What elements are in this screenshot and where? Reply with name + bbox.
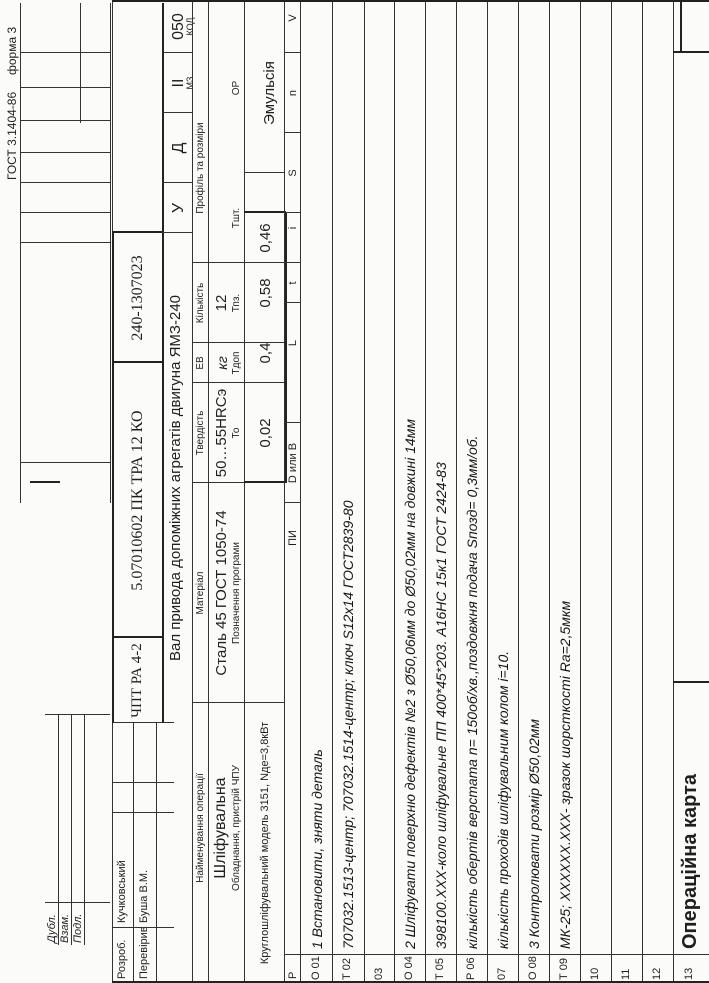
frame-line (284, 0, 285, 983)
row-number: 11 (620, 968, 632, 980)
row-line (487, 0, 488, 983)
side-label-podl: Подл. (72, 913, 84, 943)
side-strip-divider (45, 902, 110, 903)
value-machine: Круглошліфувальний модель 3151, Nде=3,8кВт (259, 721, 271, 965)
time-divider (244, 702, 284, 703)
row-line (673, 0, 674, 983)
value-material: Сталь 45 ГОСТ 1050-74 (213, 510, 230, 676)
row-number: Т 02 (341, 957, 353, 980)
row-line (549, 0, 550, 983)
row-text: 3 Контролювати розмір Ø50,02мм (526, 718, 542, 949)
part-number: 240-1307023 (129, 255, 146, 341)
row-number: 13 (683, 967, 695, 980)
col-header-n: n (287, 89, 299, 97)
signature-role-developer: Розроб. (116, 939, 128, 979)
frame-line (192, 0, 193, 983)
top-strip-line (80, 3, 81, 123)
value-unit: кг (214, 356, 230, 370)
top-strip-tick (20, 462, 110, 463)
signature-name-developer: Кучковський (116, 860, 128, 923)
row-number: 07 (496, 967, 508, 980)
col-header-p: Р (287, 971, 299, 979)
top-strip-line (20, 3, 21, 503)
document-title: Операційна карта (679, 773, 701, 949)
code-cell-050: 050 (170, 13, 187, 40)
row-number: 03 (373, 967, 385, 980)
row-number: О 04 (403, 956, 415, 980)
label-quantity: Кількість (195, 282, 206, 324)
col-header-pi: ПИ (287, 530, 299, 546)
mz-header: МЗ (185, 76, 195, 90)
label-to: То (231, 427, 242, 439)
value-tsht: 0,46 (257, 223, 274, 253)
signature-role-checker: Перевірив (138, 926, 150, 979)
row-line (580, 0, 581, 983)
col-header-divider (284, 422, 300, 423)
value-coolant: Эмульсія (261, 61, 278, 125)
signature-row-line (156, 723, 157, 983)
row-text: кількість проходів шліфувальним колом i=10. (495, 650, 511, 949)
kod-header: КОД (185, 17, 195, 36)
row-text: 707032.1513-центр; 707032.1514-центр; ключ S12х14 ГОСТ2839-80 (340, 500, 356, 949)
row-number: 10 (589, 967, 601, 980)
label-operation-name: Найменування операції (195, 773, 206, 883)
code-cell-u: У (170, 202, 187, 214)
row-text: кількість обертів верстата n= 150об/хв.,поздовжня подача Sпозд= 0,3мм/об. (464, 435, 480, 949)
value-quantity: 12 (213, 294, 230, 312)
row-number: Т 09 (558, 957, 570, 980)
frame-right (112, 0, 709, 2)
title-block-top (112, 233, 114, 723)
frame-line (244, 0, 245, 983)
gost-standard-label: ГОСТ 3.1404-86 (5, 91, 19, 180)
document-code: 5.07010602 ПК ТРА 12 КО (129, 410, 146, 591)
row-line (394, 0, 395, 983)
code-cell-d: Д (170, 142, 187, 154)
row-line (425, 0, 426, 983)
label-hardness: Твердість (195, 410, 206, 456)
value-to: 0,02 (257, 418, 274, 448)
label-tsht: Тшт. (231, 207, 242, 229)
code-cell-ii: II (170, 78, 187, 88)
col-header-divider (284, 132, 300, 133)
col-header-divider (284, 262, 300, 263)
label-profile: Профіль та розміри (195, 122, 206, 214)
row-number: 12 (651, 967, 663, 980)
col-header-s: S (287, 169, 299, 177)
row-text: 1 Встановити, зняти деталь (309, 749, 325, 949)
fold-mark (30, 481, 60, 483)
label-or: ОР (231, 80, 242, 96)
signature-divider (112, 782, 174, 783)
row-number: Р 06 (465, 957, 477, 980)
part-name: Вал привода допоміжних агрегатів двигуна ЯМЗ-240 (167, 294, 184, 662)
signature-divider (112, 812, 174, 813)
side-label-dubl: Дубл. (46, 914, 58, 943)
value-operation: Шліфувальна (212, 777, 229, 879)
col-header-i: i (287, 226, 299, 230)
top-strip-tick (20, 120, 110, 121)
frame-line (300, 0, 301, 983)
top-strip-tick (20, 152, 110, 153)
time-divider (244, 172, 284, 173)
signature-row-line (133, 723, 134, 983)
top-strip-tick (20, 182, 110, 183)
title-box-border (680, 0, 682, 53)
row-text: МК-25; ХХХХХХ.ХХХ- зразок шорсткості Ra=2,5мкм (557, 600, 573, 949)
top-strip-tick (20, 212, 110, 213)
side-strip-line (58, 715, 59, 945)
label-unit: ЕВ (195, 356, 206, 370)
title-block-bottom (162, 3, 164, 723)
col-header-t: t (287, 281, 299, 285)
label-equipment: Обладнання, пристрій ЧПУ (231, 765, 242, 891)
side-strip-line (84, 715, 85, 945)
top-strip-tick (20, 87, 110, 88)
col-header-divider (284, 302, 300, 303)
side-label-vzam: Взам. (59, 913, 71, 943)
top-strip-bottom (110, 3, 111, 503)
row-number: Т 05 (434, 957, 446, 980)
row-number-divider (284, 954, 709, 955)
form-number-label: форма 3 (5, 26, 19, 75)
label-tpz: Тпз. (231, 293, 242, 313)
col-header-divider (284, 52, 300, 53)
signature-name-checker: Буша В.М. (138, 869, 150, 923)
row-line (611, 0, 612, 983)
col-header-d: D или В (287, 442, 299, 484)
title-box-border (673, 681, 709, 683)
row-number: О 01 (310, 956, 322, 980)
signature-divider (112, 927, 174, 928)
col-header-divider (284, 212, 300, 213)
label-program: Позначення програми (231, 542, 242, 644)
col-header-l: L (287, 339, 299, 347)
label-material: Матеріал (195, 571, 206, 615)
title-box-border (673, 51, 709, 53)
row-line (456, 0, 457, 983)
col-header-divider (284, 502, 300, 503)
label-tdop: Тдоп (231, 351, 242, 375)
row-line (332, 0, 333, 983)
row-line (642, 0, 643, 983)
row-text: 398100.ХХХ-коло шліфувальне ПП 400*45*203. А16НС 15к1 ГОСТ 2424-83 (433, 462, 449, 949)
value-hardness: 50…55HRCэ (213, 388, 230, 478)
top-strip-tick (20, 52, 110, 53)
organization-code: ЧПТ РА 4-2 (129, 643, 145, 718)
col-header-v: V (287, 14, 299, 22)
row-line (364, 0, 365, 983)
row-number: О 08 (527, 956, 539, 980)
frame-line (208, 0, 209, 983)
value-tdop: 0,4 (257, 342, 274, 364)
top-strip-tick (20, 242, 110, 243)
side-strip-divider (45, 714, 110, 715)
value-tpz: 0,58 (257, 278, 274, 308)
row-line (518, 0, 519, 983)
row-text: 2 Шліфувати поверхню дефектів №2 з Ø50,06мм до Ø50,02мм на довжині 14мм (402, 418, 418, 949)
side-strip-line (71, 715, 72, 945)
